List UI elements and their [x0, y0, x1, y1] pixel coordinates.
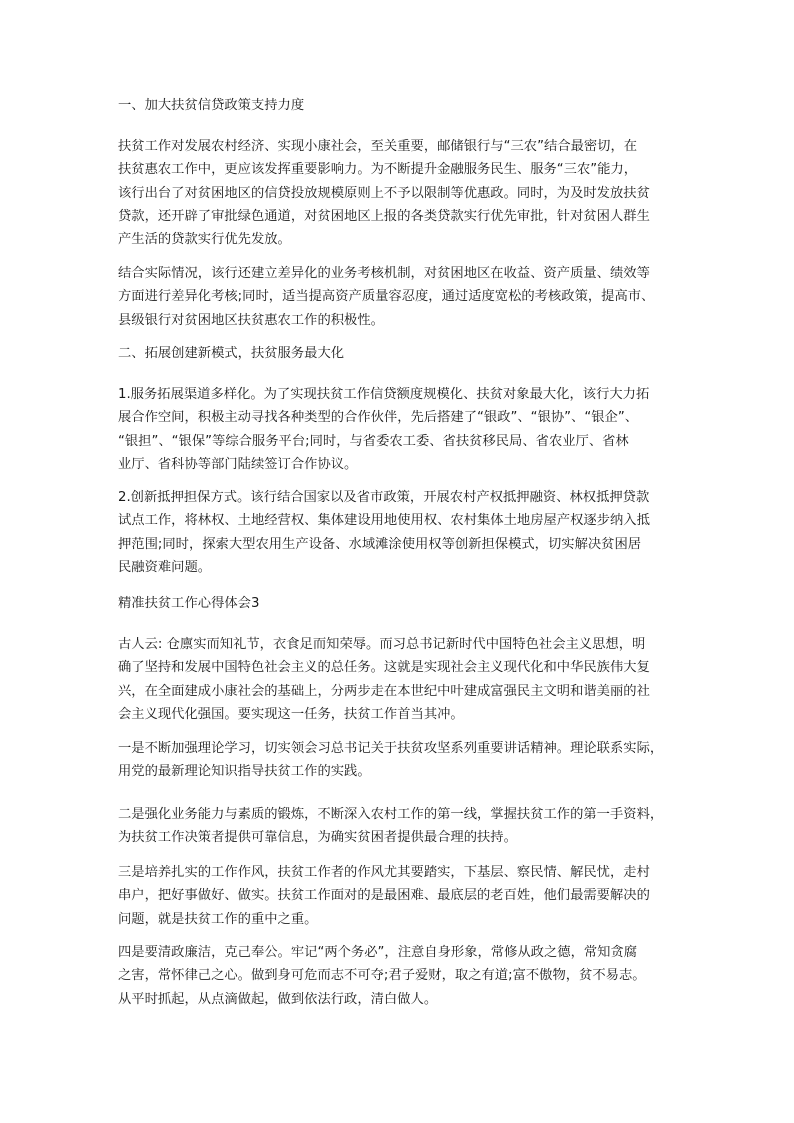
paragraph-line: 四是要清政廉洁，克己奉公。牢记“两个务必”，注意自身形象，常修从政之德，常知贪腐 [118, 945, 638, 960]
paragraph-line: 产生活的贷款实行优先发放。 [118, 232, 291, 248]
heading-section-3 [118, 592, 678, 615]
paragraph-9 [118, 941, 678, 1011]
paragraph-line: 为扶贫工作决策者提供可靠信息，为确实贫困者提供最合理的扶持。 [118, 830, 517, 846]
heading-text: 精准扶贫工作心得体会3 [118, 596, 260, 611]
paragraph-line: 扶贫工作对发展农村经济、实现小康社会，至关重要，邮储银行与“三农”结合最密切，在 [118, 139, 638, 154]
paragraph-3 [118, 383, 678, 476]
paragraph-line: 贷款，还开辟了审批绿色通道，对贫困地区上报的各类贷款实行优先审批，针对贫困人群生 [118, 208, 650, 224]
paragraph-line: 县级银行对贫困地区扶贫惠农工作的积极性。 [118, 312, 384, 328]
paragraph-line: 试点工作，将林权、土地经营权、集体建设用地使用权、农村集体土地房屋产权逐步纳入抵 [118, 513, 650, 529]
paragraph-line: 二是强化业务能力与素质的锻炼，不断深入农村工作的第一线，掌握扶贫工作的第一手资料， [118, 807, 664, 822]
heading-text: 二、拓展创建新模式，扶贫服务最大化 [118, 346, 345, 361]
paragraph-2 [118, 262, 678, 332]
paragraph-line: 古人云: 仓廪实而知礼节，衣食足而知荣辱。而习总书记新时代中国特色社会主义思想，明 [118, 637, 646, 652]
paragraph-line: 押范围;同时，探索大型农用生产设备、水域滩涂使用权等创新担保模式，切实解决贫困居 [118, 536, 642, 552]
paragraph-line: 方面进行差异化考核;同时，适当提高资产质量容忍度，通过适度宽松的考核政策，提高市、 [118, 289, 655, 305]
paragraph-line: 一是不断加强理论学习，切实领会习总书记关于扶贫攻坚系列重要讲话精神。理论联系实际， [118, 741, 664, 756]
paragraph-line: 扶贫惠农工作中，更应该发挥重要影响力。为不断提升金融服务民生、服务“三农”能力， [118, 162, 638, 178]
paragraph-7 [118, 803, 678, 850]
heading-section-1 [118, 94, 678, 117]
paragraph-1 [118, 135, 678, 251]
paragraph-line: 从平时抓起，从点滴做起，做到依法行政，清白做人。 [118, 991, 438, 1007]
heading-section-2 [118, 342, 678, 365]
paragraph-5 [118, 633, 678, 726]
paragraph-line: 之害，常怀律己之心。做到身可危而志不可夺;君子爱财，取之有道;富不傲物，贫不易志。 [118, 968, 646, 984]
paragraph-line: 展合作空间，积极主动寻找各种类型的合作伙伴，先后搭建了“银政”、“银协”、“银企”、 [118, 410, 639, 426]
paragraph-line: 兴，在全面建成小康社会的基础上，分两步走在本世纪中叶建成富强民主文明和谐美丽的社 [118, 683, 650, 699]
paragraph-line: 三是培养扎实的工作作风，扶贫工作者的作风尤其要踏实，下基层、察民情、解民忧，走村 [118, 865, 650, 880]
paragraph-6 [118, 737, 678, 784]
paragraph-line: 结合实际情况，该行还建立差异化的业务考核机制，对贫困地区在收益、资产质量、绩效等 [118, 266, 650, 281]
paragraph-line: 1.服务拓展渠道多样化。为了实现扶贫工作信贷额度规模化、扶贫对象最大化，该行大力拓 [118, 387, 650, 402]
paragraph-line: “银担”、“银保”等综合服务平台;同时，与省委农工委、省扶贫移民局、省农业厅、省林 [118, 433, 629, 449]
paragraph-4 [118, 486, 678, 579]
paragraph-8 [118, 861, 678, 931]
paragraph-line: 该行出台了对贫困地区的信贷投放规模原则上不予以限制等优惠政。同时，为及时发放扶贫 [118, 185, 650, 201]
paragraph-line: 用党的最新理论知识指导扶贫工作的实践。 [118, 764, 371, 780]
paragraph-line: 会主义现代化强国。要实现这一任务，扶贫工作首当其冲。 [118, 706, 464, 722]
paragraph-line: 民融资难问题。 [118, 559, 212, 575]
paragraph-line: 2.创新抵押担保方式。该行结合国家以及省市政策，开展农村产权抵押融资、林权抵押贷款 [118, 490, 650, 505]
paragraph-line: 问题，就是扶贫工作的重中之重。 [118, 911, 318, 927]
paragraph-line: 串户，把好事做好、做实。扶贫工作面对的是最困难、最底层的老百姓，他们最需要解决的 [118, 888, 650, 904]
paragraph-line: 确了坚持和发展中国特色社会主义的总任务。这就是实现社会主义现代化和中华民族伟大复 [118, 660, 650, 676]
heading-text: 一、加大扶贫信贷政策支持力度 [118, 98, 305, 113]
paragraph-line: 业厅、省科协等部门陆续签订合作协议。 [118, 456, 358, 472]
